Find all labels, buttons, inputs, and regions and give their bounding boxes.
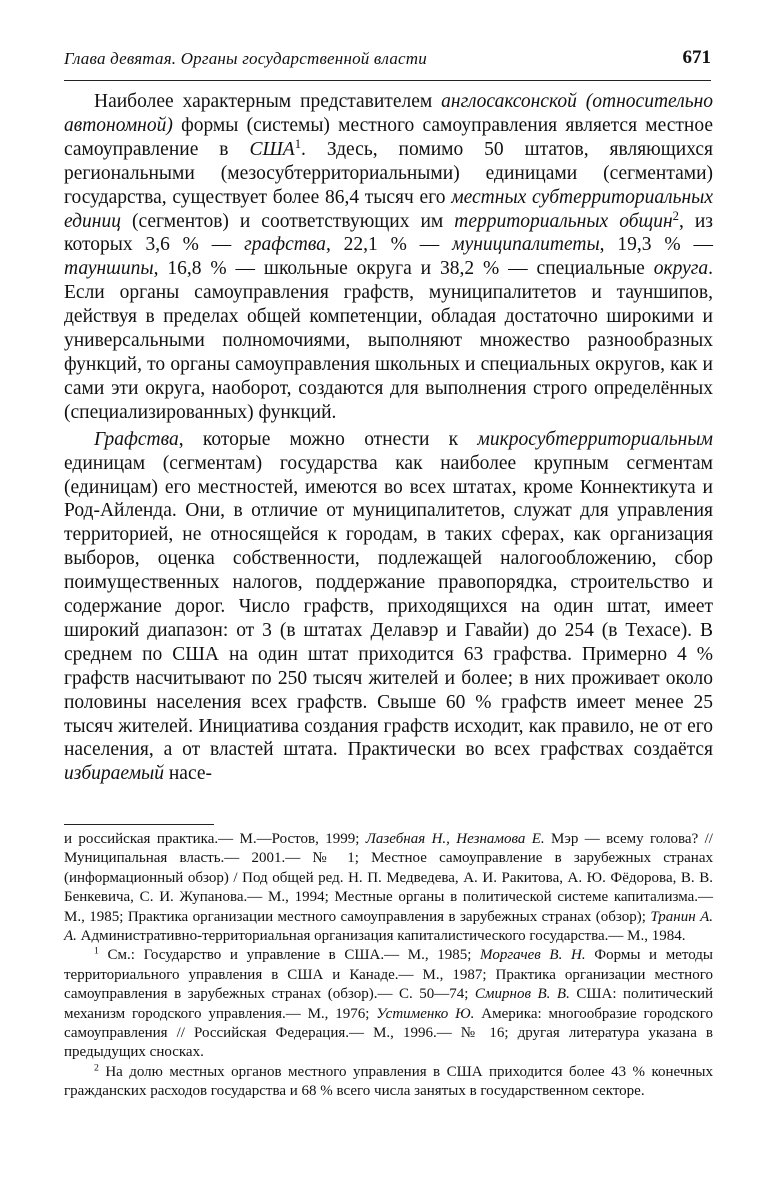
text-run: , из которых 3,6 % — (64, 210, 713, 256)
footnote-2 (64, 1063, 713, 1102)
paragraph-1 (64, 90, 713, 425)
text-run: Америка: многообразие городского самоуправления // Российская Федерация.— М., 1996.— № 16; другая литература указана в предыдущих сносках. (64, 1005, 713, 1061)
text-run: Административно-территориальная организация капиталистического государства.— М., 1984. (76, 928, 686, 945)
text-run: Формы и методы территориального управления в США и Канаде.— М., 1987; Практика организации местного самоуправления в зарубежных странах (обзор).— С. 50—74; (64, 947, 713, 1003)
page-header (64, 40, 711, 81)
footnote-mark: 1 (94, 946, 99, 958)
italic-term: графства (244, 234, 326, 256)
text-run: , которые можно отнести к (178, 428, 478, 450)
footnote-divider (64, 824, 214, 825)
text-run: , 16,8 % — школьные округа и 38,2 % — специальные (153, 258, 654, 280)
italic-term: Графства (94, 428, 179, 450)
author-name: Моргачев В. Н. (480, 947, 586, 964)
page-number: 671 (682, 47, 711, 68)
author-name: Смирнов В. В. (474, 986, 570, 1003)
author-name: Транин А. А. (64, 908, 713, 945)
text-run: На долю местных органов местного управления в США приходится более 43 % конечных гражданских расходов государства и 68 % всего числа занятых в государственном секторе. (64, 1063, 713, 1100)
footnote-ref: 2 (672, 208, 679, 223)
main-text (64, 90, 713, 786)
paragraph-2 (64, 428, 713, 787)
italic-term: США (249, 138, 295, 160)
text-run: Наиболее характерным представителем (94, 91, 442, 112)
italic-term: микросубтерриториальным (477, 428, 713, 450)
italic-term: территориальных общин (454, 210, 673, 232)
text-run: , 19,3 % — (599, 234, 713, 256)
footnote-mark: 2 (94, 1062, 99, 1074)
text-run: США: политический механизм городского управления.— М., 1976; (64, 986, 714, 1022)
text-run: насе- (164, 763, 213, 785)
italic-term: тауншипы (64, 258, 154, 280)
text-run: формы (системы) местного самоуправления является местное самоуправление в (64, 114, 713, 160)
text-run: . Здесь, помимо 50 штатов, являющихся региональными (мезосубтерриториальными) единицами (сегментами) государства, существует более 86,4 тысяч его (64, 138, 714, 208)
text-run: единицам (сегментам) государства как наиболее крупным сегментам (единицам) его местностей, имеются во всех штатах, кроме Коннектикута и Род-Айленда. Они, в отличие от муниципалитетов, служат для управления территорией, не относящейся к городам, в таких сферах, как организация выборов, оценка собственности, подлежащей налогообложению, сбор поимущественных налогов, поддержание правопорядка, строительство и содержание дорог. Число графств, приходящихся на один штат, имеет широкий диапазон: от 3 (в штатах Делавэр и Гавайи) до 254 (в Техасе). В среднем по США на один штат приходится 63 графства. Примерно 4 % графств насчитывают по 250 тысяч жителей и более; в них проживает около половины населения всех графств. Свыше 60 % графств имеет менее 25 тысяч жителей. Инициатива создания графств исходит, как правило, не от его населения, а от властей штата. Практически во всех графствах создаётся (64, 452, 713, 761)
text-run: , 22,1 % — (325, 234, 453, 256)
text-run: и российская практика.— М.—Ростов, 1999; (64, 831, 366, 847)
text-run: (сегментов) и соответствующих им (120, 210, 455, 232)
text-run: Мэр — всему голова? // Муниципальная власть.— 2001.— № 1; Местное самоуправление в зарубежных странах (информационный обзор) / Под общей ред. Н. П. Медведева, А. И. Ракитова, А. Ю. Фёдорова, В. В. Бенкевича, С. И. Жупанова.— М., 1994; Местные органы в политической системе капитализма.— М., 1985; Практика организации местного самоуправления в зарубежных странах (обзор); (64, 831, 713, 925)
italic-term: англосаксонской (относительно автономной) (64, 91, 713, 136)
footnote-ref: 1 (294, 136, 302, 151)
footnote-continuation (64, 830, 713, 946)
author-name: Устименко Ю. (376, 1005, 475, 1022)
text-run: . Если органы самоуправления графств, муниципалитетов и тауншипов, действуя в пределах общей компетенции, обладая достаточно широкими и универсальными полномочиями, выполняют множество разнообразных функций, то органы самоуправления школьных и специальных округов, как и сами эти округа, наоборот, создаются для выполнения строго определённых (специализированных) функций. (64, 258, 713, 423)
author-name: Лазебная Н., Незнамова Е. (365, 831, 545, 847)
italic-term: муниципалитеты (452, 234, 600, 256)
italic-term: избираемый (64, 763, 164, 785)
italic-term: местных субтерриториальных единиц (64, 186, 713, 232)
italic-term: округа (653, 258, 709, 280)
text-run: См.: Государство и управление в США.— М., 1985; (98, 947, 481, 964)
footnotes (64, 830, 713, 1102)
footnote-1 (64, 946, 713, 1062)
running-head: Глава девятая. Органы государственной власти (64, 49, 427, 68)
